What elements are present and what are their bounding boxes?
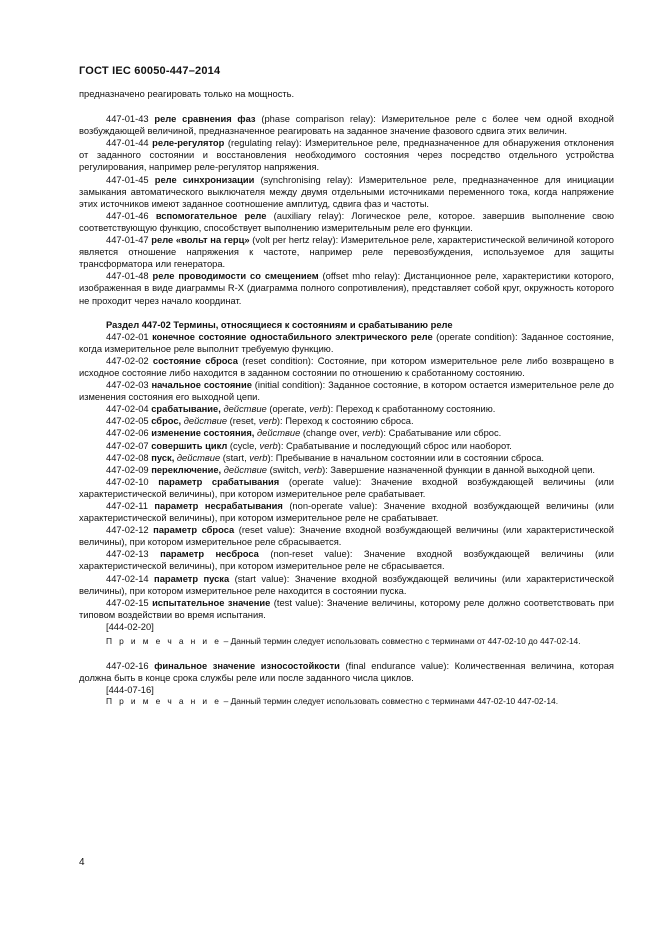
term-entry [79, 548, 614, 572]
term-number: 447-02-04 [106, 404, 149, 415]
term-definition: (auxiliary relay): Логическое реле, которое. завершив выполнение свою соответствующую функцию, способствует выполнению измерительным реле его функции. [79, 210, 614, 233]
term-number: 447-02-05 [106, 416, 149, 427]
term-name: срабатывание, [151, 404, 221, 415]
entries-group-447-02 [79, 331, 614, 621]
reference-2: [444-07-16] [106, 685, 154, 696]
intro-text: предназначено реагировать только на мощность. [79, 89, 295, 99]
note-label: П р и м е ч а н и е [106, 636, 222, 647]
term-number: 447-02-14 [106, 573, 149, 584]
term-number: 447-01-48 [106, 271, 149, 282]
term-entry [79, 464, 614, 476]
note-2 [79, 696, 614, 707]
term-definition-end: ): Переход к состоянию сброса. [276, 416, 414, 427]
document-header: ГОСТ IEC 60050-447–2014 [79, 65, 221, 77]
section-title: Раздел 447-02 Термины, относящиеся к состояниям и срабатыванию реле [106, 319, 453, 330]
note-text: – Данный термин следует использовать совместно с терминами от 447-02-10 до 447-02-14. [221, 636, 581, 647]
term-verb-marker: verb [258, 416, 277, 427]
term-definition: (start value): Значение входной возбуждающей величины (или характеристической величины), при котором измерительное реле находится в состоянии пуска. [79, 573, 614, 596]
term-verb-marker: verb [309, 404, 328, 415]
term-number: 447-01-47 [106, 235, 149, 246]
term-definition: (synchronising relay): Измерительное реле, предназначенное для инициации замыкания автоматического выключателя между двумя отдельными источниками переменного тока, когда напряжение этих источников имеют заданное соотношение амплитуд, сдвига фаз и частоты. [79, 174, 614, 209]
term-number: 447-02-15 [106, 597, 149, 608]
term-definition-end: ): Пребывание в начальном состоянии или в состоянии сброса. [267, 452, 544, 463]
term-definition: (volt per hertz relay): Измерительное реле, характеристической величиной которого является отношение напряжения к частоте, например реле перевозбуждения, используемое для защиты трансформатора или генератора. [79, 235, 614, 270]
note-text: – Данный термин следует использовать совместно с терминами 447-02-10 447-02-14. [221, 696, 559, 707]
term-definition: (initial condition): Заданное состояние, в котором остается измерительное реле до изменения состояния его выходной цепи. [79, 380, 614, 403]
term-entry [79, 573, 614, 597]
term-definition: (cycle, [227, 440, 260, 451]
term-definition-end: ): Переход к сработанному состоянию. [327, 404, 496, 415]
term-definition: (reset, [227, 416, 259, 427]
term-entry [79, 174, 614, 210]
term-entry [79, 476, 614, 500]
note-label: П р и м е ч а н и е [106, 696, 222, 707]
term-name: вспомогательное реле [155, 210, 267, 221]
term-number: 447-02-10 [106, 476, 149, 487]
term-name: параметр несрабатывания [154, 501, 283, 511]
term-entry [79, 524, 614, 548]
term-definition: (final endurance value): Количественная величина, которая должна быть в конце срока службы реле или после заданного числа циклов. [79, 661, 614, 684]
term-definition: (regulating relay): Измерительное реле, предназначенное для обнаружения отклонения от заданного состоянии и восстановления необходимого состояния через посредство отдельного устройства регулирования, например реле-регулятор напряжения. [79, 138, 614, 173]
term-name: сброс, [151, 416, 182, 427]
term-name: финальное значение износостойкости [154, 661, 340, 672]
entries-group-447-01 [79, 113, 614, 307]
term-name: параметр пуска [154, 573, 230, 584]
term-verb-marker: verb [362, 428, 381, 439]
term-number: 447-02-12 [106, 525, 149, 536]
term-number: 447-01-43 [106, 114, 149, 125]
term-name: конечное состояние одностабильного электрического реле [152, 331, 433, 342]
term-verb-marker: verb [249, 452, 268, 463]
term-name: совершить цикл [151, 440, 228, 451]
term-entry [79, 440, 614, 452]
term-entry [79, 331, 614, 355]
term-number: 447-02-09 [106, 464, 149, 475]
term-number: 447-02-01 [106, 331, 149, 342]
term-entry [79, 452, 614, 464]
term-name: переключение, [151, 464, 222, 475]
page-number: 4 [79, 857, 85, 868]
term-qualifier: действие [254, 428, 301, 439]
term-definition-end: ): Завершение назначенной функции в данной выходной цепи. [322, 464, 596, 475]
term-name: реле синхронизации [154, 174, 255, 185]
term-number: 447-02-02 [106, 355, 149, 366]
term-entry [79, 500, 614, 524]
term-number: 447-02-06 [106, 428, 149, 439]
term-entry [79, 270, 614, 306]
term-definition: (test value): Значение величины, которому реле должно соответствовать при типовом воздействии во время испытания. [79, 597, 614, 620]
term-definition: (non-reset value): Значение входной возбуждающей величины (или характеристической величины), при котором измерительное реле не сбрасывается. [79, 549, 614, 572]
document-body [79, 88, 614, 707]
term-entry [79, 355, 614, 379]
term-definition: (change over, [300, 428, 363, 439]
term-name: параметр сброса [153, 525, 235, 536]
term-number: 447-02-13 [106, 549, 149, 560]
term-name: начальное состояние [151, 380, 252, 391]
term-entry [79, 403, 614, 415]
term-entry [79, 415, 614, 427]
term-entry [79, 660, 614, 684]
term-definition: (non-operate value): Значение входной возбуждающей величины (или характеристической величины), при котором измерительное реле не срабатывает. [79, 501, 614, 524]
term-name: реле-регулятор [152, 138, 225, 149]
term-name: параметр срабатывания [158, 476, 280, 487]
term-verb-marker: verb [303, 464, 323, 475]
term-entry [79, 597, 614, 621]
term-entry [79, 234, 614, 270]
term-definition: (reset value): Значение входной возбуждающей величины (или характеристической величины), при котором измерительное реле сбрасывается. [79, 525, 614, 548]
term-number: 447-02-16 [106, 661, 149, 672]
term-qualifier: действие [174, 452, 221, 463]
term-definition: (phase comparison relay): Измерительное реле с более чем одной входной возбуждающей величиной, предназначенное реагировать на заданное значение фазового сдвига этих величин. [79, 114, 614, 137]
term-definition: (switch, [267, 464, 304, 475]
term-name: реле «вольт на герц» [151, 235, 250, 246]
reference-1: [444-02-20] [106, 621, 154, 632]
term-definition: (operate condition): Заданное состояние, когда измерительное реле выполнит требуемую функцию. [79, 331, 615, 354]
term-definition: (offset mho relay): Дистанционное реле, характеристики которого, изображенная в виде диаграммы R-X (диаграмма полного сопротивления), представляет собой круг, окружность которого не проходит через начало координат. [79, 271, 614, 306]
term-definition-end: ): Срабатывание и последующий сброс или наоборот. [277, 440, 512, 451]
term-definition: (operate, [266, 404, 310, 415]
term-name: испытательное значение [152, 597, 271, 608]
term-entry [79, 113, 614, 137]
term-number: 447-02-03 [106, 380, 149, 391]
term-name: параметр несброса [160, 549, 259, 560]
term-definition: (start, [220, 452, 250, 463]
term-name: реле сравнения фаз [154, 114, 256, 125]
term-entry [79, 427, 614, 439]
term-definition-end: ): Срабатывание или сброс. [380, 428, 502, 439]
term-verb-marker: verb [259, 440, 278, 451]
term-number: 447-01-44 [106, 138, 149, 149]
term-number: 447-02-08 [106, 452, 149, 463]
term-number: 447-02-11 [106, 501, 148, 511]
term-number: 447-01-46 [106, 210, 149, 221]
term-name: пуск, [151, 452, 175, 463]
term-entry [79, 137, 614, 173]
term-qualifier: действие [220, 404, 267, 415]
term-name: состояние сброса [152, 355, 238, 366]
term-name: реле проводимости со смещением [152, 271, 319, 282]
term-number: 447-01-45 [106, 174, 149, 185]
term-name: изменение состояния, [151, 428, 255, 439]
term-qualifier: действие [181, 416, 228, 427]
term-entry [79, 379, 614, 403]
term-definition: (reset condition): Состояние, при котором измерительное реле либо возвращено в исходное состояние либо находится в заданном состоянии по отношению к сработанному состоянию. [79, 355, 614, 378]
term-entry [79, 210, 614, 234]
note-1 [79, 636, 614, 647]
term-qualifier: действие [221, 464, 268, 475]
term-number: 447-02-07 [106, 440, 149, 451]
term-definition: (operate value): Значение входной возбуждающей величины (или характеристической величины), при котором измерительное реле срабатывает. [79, 476, 614, 499]
